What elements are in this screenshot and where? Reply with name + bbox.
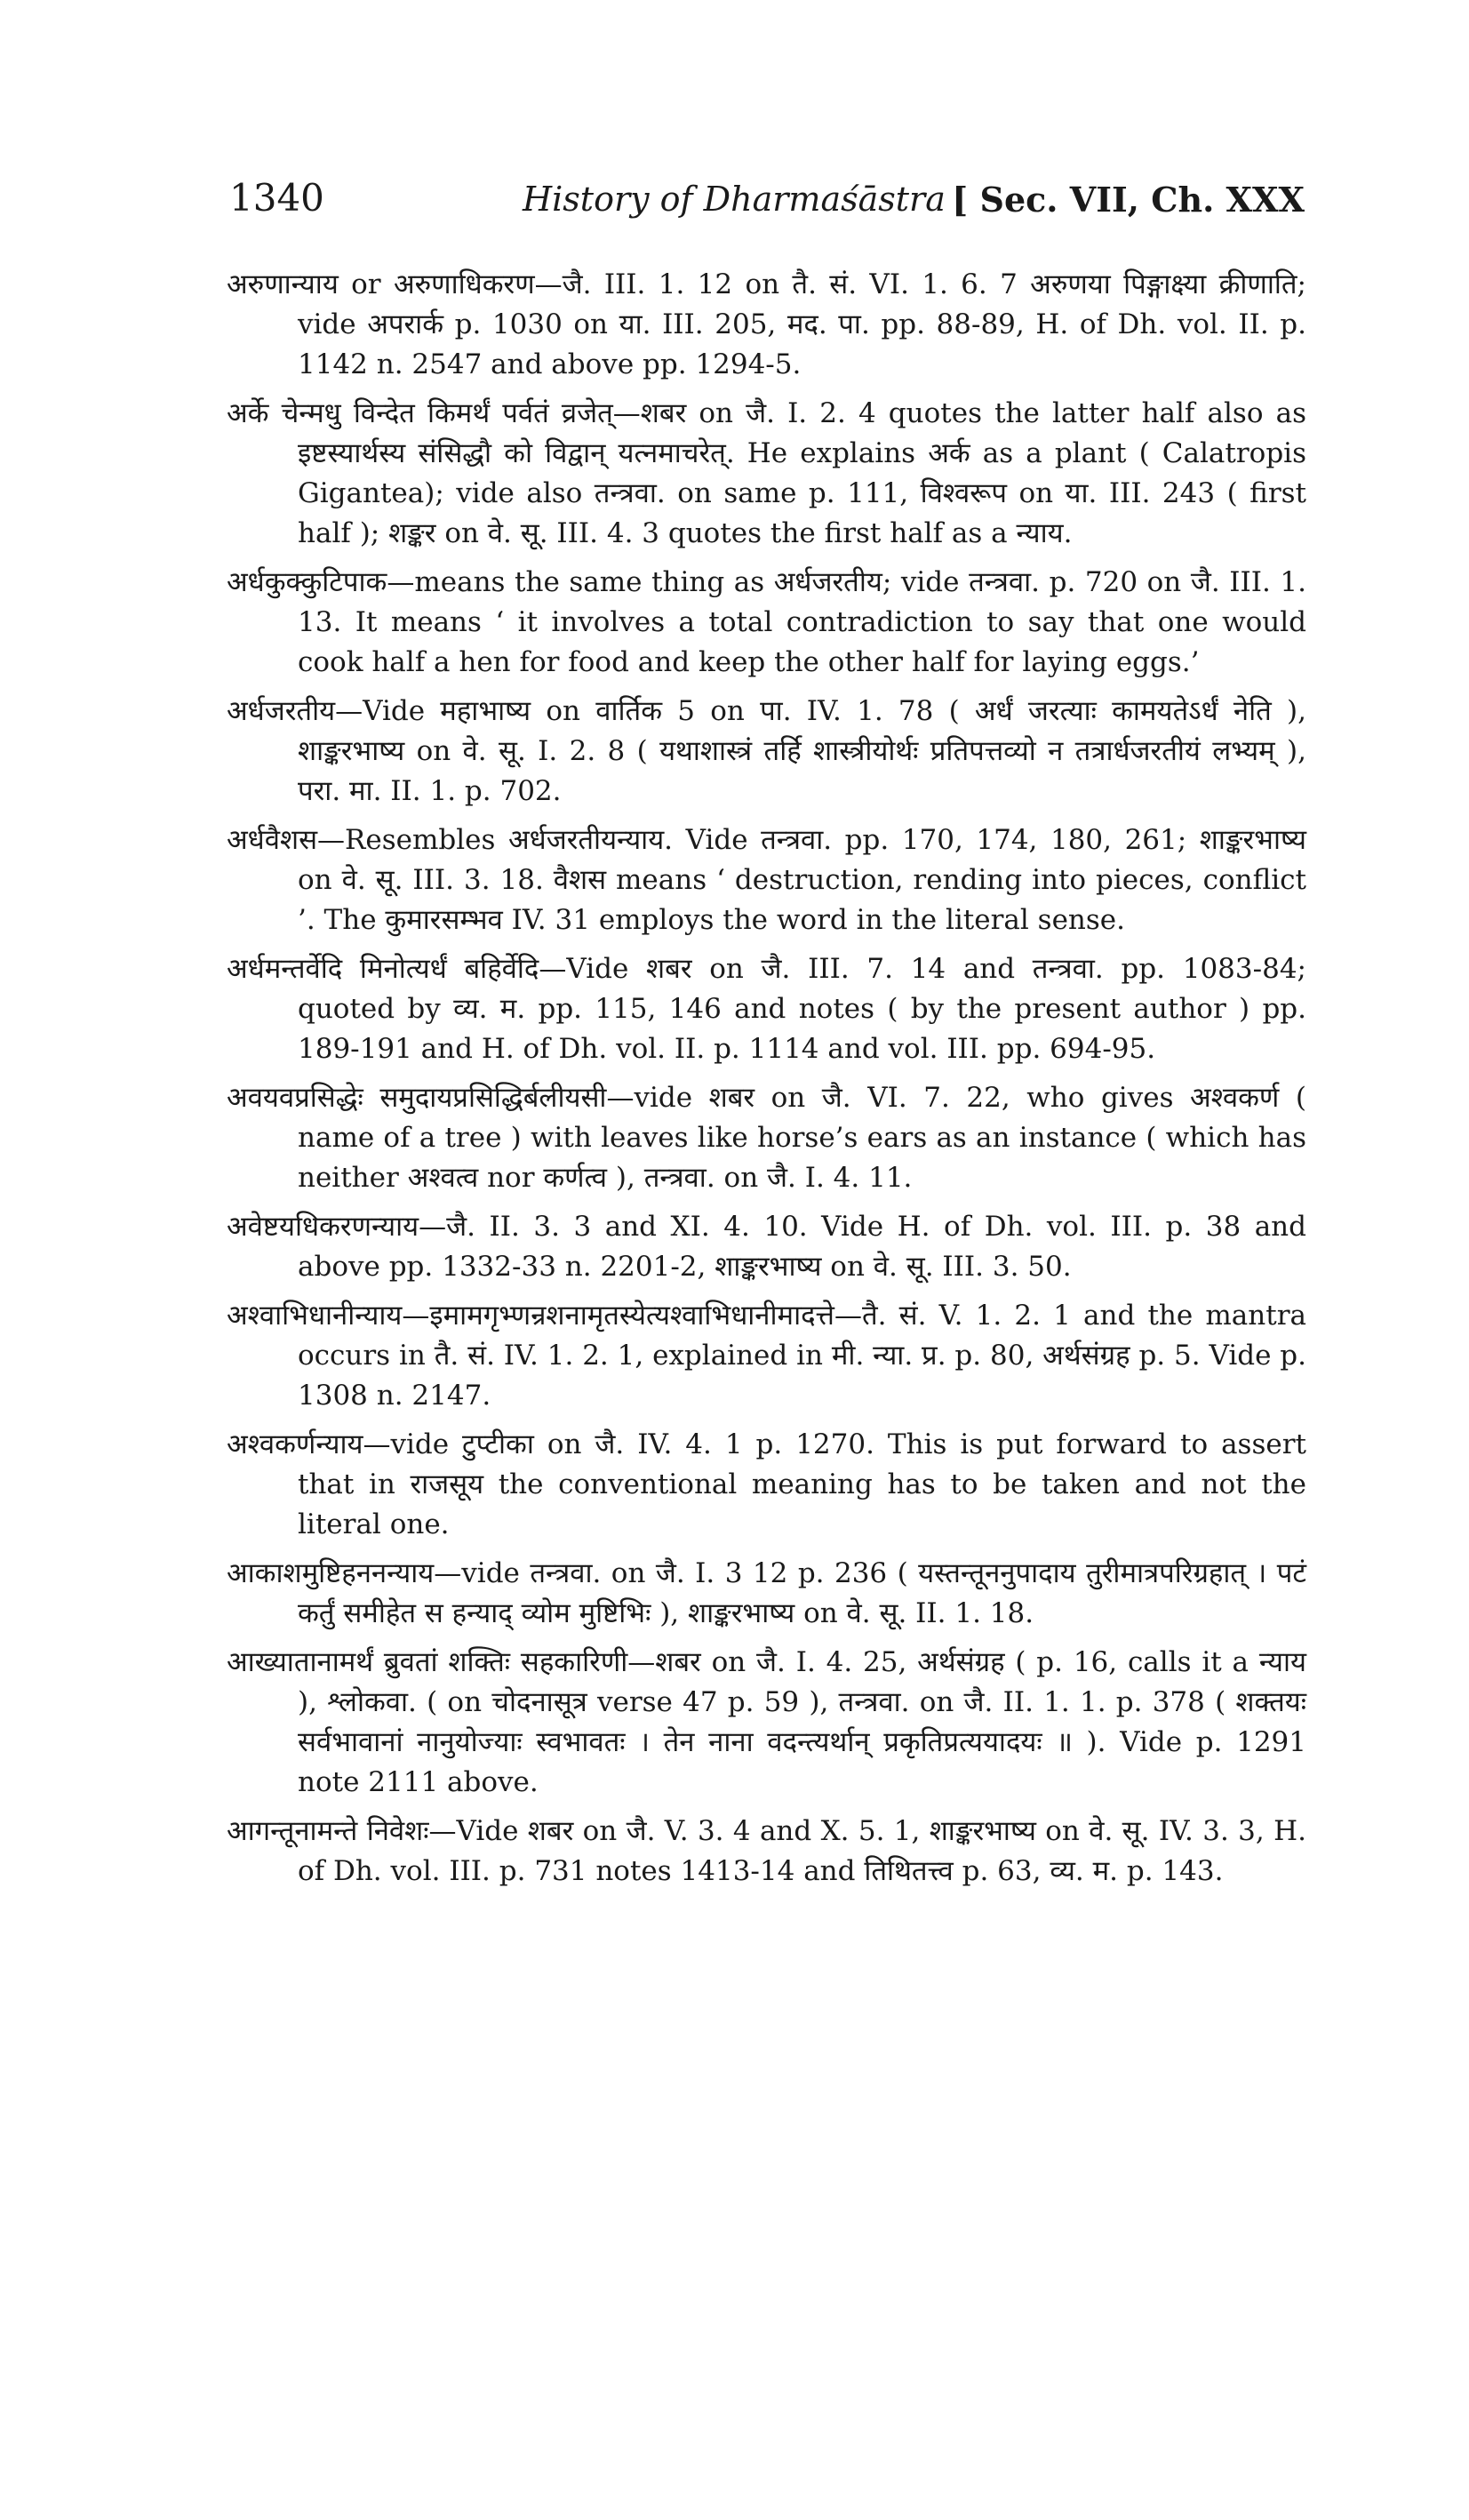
entry-list — [227, 265, 1306, 1900]
entry-ardhavaishasa: अर्धवैशस—Resembles अर्धजरतीयन्याय. Vide तन्त्रवा. pp. 170, 174, 180, 261; शाङ्करभाष्य on वे. सू. III. 3. 18. वैशस means ‘ destruction, rending into pieces, conflict ’. The कुमारसम्भव IV. 31 employs the word in the literal sense. — [227, 824, 1306, 936]
entry-akhyatanam: आख्यातानामर्थं ब्रुवतां शक्तिः सहकारिणी—शबर on जै. I. 4. 25, अर्थसंग्रह ( p. 16, calls it a न्याय ), श्लोकवा. ( on चोदनासूत्र verse 47 p. 59 ), तन्त्रवा. on जै. II. 1. 1. p. 378 ( शक्तयः सर्वभावानां नानुयोज्याः स्वभावतः । तेन नाना वदन्त्यर्थान् प्रकृतिप्रत्ययादयः ॥ ). Vide p. 1291 note 2111 above. — [227, 1646, 1306, 1798]
entry-ardhamantarvedi: अर्धमन्तर्वेदि मिनोत्यर्धं बहिर्वेदि—Vide शबर on जै. III. 7. 14 and तन्त्रवा. pp. 1083-84; quoted by व्य. म. pp. 115, 146 and notes ( by the present author ) pp. 189-191 and H. of Dh. vol. II. p. 1114 and vol. III. pp. 694-95. — [227, 953, 1306, 1065]
entry-ashvabhidhani: अश्वाभिधानीन्याय—इमामगृभ्णन्रशनामृतस्येत्यश्वाभिधानीमादत्ते—तै. सं. V. 1. 2. 1 and the mantra occurs in तै. सं. IV. 1. 2. 1, explained in मी. न्या. प्र. p. 80, अर्थसंग्रह p. 5. Vide p. 1308 n. 2147. — [227, 1300, 1306, 1412]
page-number: 1340 — [229, 176, 324, 220]
entry-ashvakarna: अश्वकर्णन्याय—vide टुप्टीका on जै. IV. 4. 1 p. 1270. This is put forward to assert that in राजसूय the conventional meaning has to be taken and not the literal one. — [227, 1428, 1306, 1540]
entry-arke-cenmadhu: अर्के चेन्मधु विन्देत किमर्थं पर्वतं व्रजेत्—शबर on जै. I. 2. 4 quotes the latter half also as इष्टस्यार्थस्य संसिद्धौ को विद्वान् यत्नमाचरेत्. He explains अर्क as a plant ( Calatropis Gigantea); vide also तन्त्रवा. on same p. 111, विश्वरूप on या. III. 243 ( first half ); शङ्कर on वे. सू. III. 4. 3 quotes the first half as a न्याय. — [227, 397, 1306, 549]
entry-avayavaprasiddheh: अवयवप्रसिद्धेः समुदायप्रसिद्धिर्बलीयसी—vide शबर on जै. VI. 7. 22, who gives अश्वकर्ण ( name of a tree ) with leaves like horse’s ears as an instance ( which has neither अश्वत्व nor कर्णत्व ), तन्त्रवा. on जै. I. 4. 11. — [227, 1082, 1306, 1194]
entry-ardhakukkutipaka: अर्धकुक्कुटिपाक—means the same thing as अर्धजरतीय; vide तन्त्रवा. p. 720 on जै. III. 1. 13. It means ‘ it involves a total contradiction to say that one would cook half a hen for food and keep the other half for laying eggs.’ — [227, 566, 1306, 678]
entry-arunanyaya: अरुणान्याय or अरुणाधिकरण—जै. III. 1. 12 on तै. सं. VI. 1. 6. 7 अरुणया पिङ्गाक्ष्या क्रीणाति; vide अपरार्क p. 1030 on या. III. 205, मद. पा. pp. 88-89, H. of Dh. vol. II. p. 1142 n. 2547 and above pp. 1294-5. — [227, 268, 1306, 380]
entry-akashamushti: आकाशमुष्टिहननन्याय—vide तन्त्रवा. on जै. I. 3 12 p. 236 ( यस्तन्तूननुपादाय तुरीमात्रपरिग्रहात् । पटं कर्तुं समीहेत स हन्याद् व्योम मुष्टिभिः ), शाङ्करभाष्य on वे. सू. II. 1. 18. — [227, 1557, 1306, 1629]
section-label: [ Sec. VII, Ch. XXX — [952, 180, 1305, 220]
page-header — [229, 176, 1305, 229]
entry-ardhajaratiya: अर्धजरतीय—Vide महाभाष्य on वार्तिक 5 on पा. IV. 1. 78 ( अर्धं जरत्याः कामयतेऽर्धं नेति ), शाङ्करभाष्य on वे. सू. I. 2. 8 ( यथाशास्त्रं तर्हि शास्त्रीयोर्थः प्रतिपत्तव्यो न तत्रार्धजरतीयं लभ्यम् ), परा. मा. II. 1. p. 702. — [227, 695, 1306, 807]
entry-aveshtyadhikarana: अवेष्टयधिकरणन्याय—जै. II. 3. 3 and XI. 4. 10. Vide H. of Dh. vol. III. p. 38 and above pp. 1332-33 n. 2201-2, शाङ्करभाष्य on वे. सू. III. 3. 50. — [227, 1211, 1306, 1283]
running-title: History of Dharmaśāstra — [523, 180, 946, 219]
entry-agantunam: आगन्तूनामन्ते निवेशः—Vide शबर on जै. V. 3. 4 and X. 5. 1, शाङ्करभाष्य on वे. सू. IV. 3. 3, H. of Dh. vol. III. p. 731 notes 1413-14 and तिथितत्त्व p. 63, व्य. म. p. 143. — [227, 1815, 1306, 1887]
